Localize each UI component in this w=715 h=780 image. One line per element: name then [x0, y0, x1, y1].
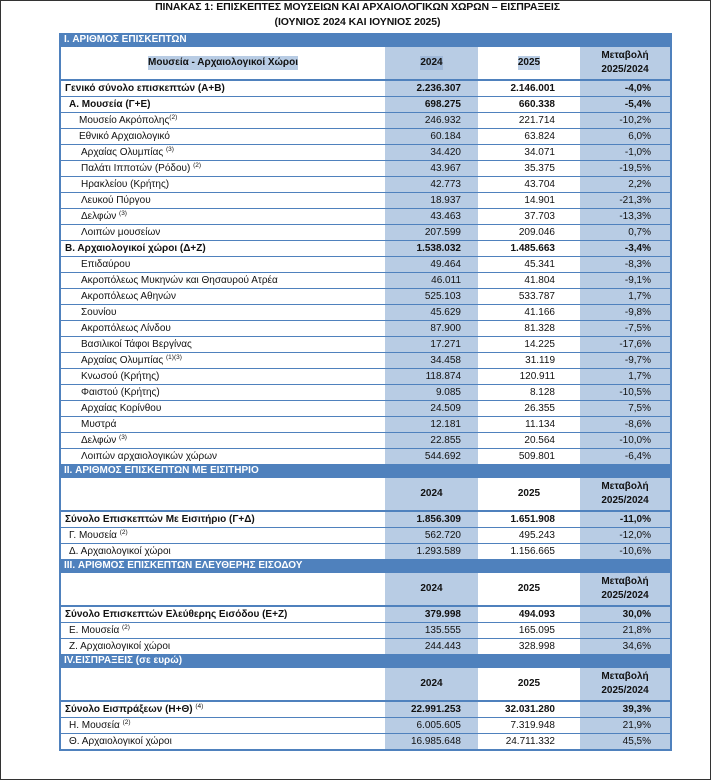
row-label: [61, 337, 385, 352]
column-header-2024-text: 2024: [420, 583, 443, 594]
value-2025: 45.341: [524, 259, 555, 270]
row-label: [61, 273, 385, 288]
value-2024: 22.855: [385, 433, 478, 448]
value-change: -8,3%: [580, 257, 670, 272]
row-label: [61, 81, 385, 96]
row-label: [61, 623, 385, 638]
value-2024: 18.937: [385, 193, 478, 208]
value-2025: 2.146.001: [510, 83, 555, 94]
section-header: III. ΑΡΙΘΜΟΣ ΕΠΙΣΚΕΠΤΩΝ ΕΛΕΥΘΕΡΗΣ ΕΙΣΟΔΟΥ: [61, 559, 670, 573]
section-header: IV.ΕΙΣΠΡΑΞΕΙΣ (σε ευρώ): [61, 654, 670, 668]
table-row: [61, 96, 670, 112]
table-row: [61, 622, 670, 638]
value-2025: 165.095: [518, 625, 555, 636]
row-label: [61, 607, 385, 622]
table-row: [61, 543, 670, 559]
row-label: [61, 145, 385, 160]
column-header-2025: [478, 478, 580, 510]
row-label-text: Σύνολο Εισπράξεων (Η+Θ): [65, 704, 196, 715]
table-title: ΠΙΝΑΚΑΣ 1: ΕΠΙΣΚΕΠΤΕΣ ΜΟΥΣΕΙΩΝ ΚΑΙ ΑΡΧΑΙΟΛΟΓΙΚΩΝ ΧΩΡΩΝ – ΕΙΣΠΡΑΞΕΙΣ: [155, 1, 560, 13]
value-2024: 544.692: [385, 449, 478, 464]
row-label-text: Αρχαίας Ολυμπίας: [81, 355, 166, 366]
value-2024: 525.103: [385, 289, 478, 304]
value-2025: 1.485.663: [510, 243, 555, 254]
table-row: [61, 527, 670, 543]
value-change: -1,0%: [580, 145, 670, 160]
row-label-text: Ακροπόλεως Λίνδου: [81, 323, 171, 334]
column-header-2024-text: 2024: [420, 57, 443, 68]
value-change: -17,6%: [580, 337, 670, 352]
column-header-change-line2: 2025/2024: [601, 685, 649, 696]
table-row: [61, 733, 670, 749]
row-label: [61, 209, 385, 224]
column-header-change-line1: Μεταβολή: [601, 671, 649, 682]
value-2025: 31.119: [525, 355, 555, 366]
value-2025: 20.564: [524, 435, 555, 446]
row-label-text: Ζ. Αρχαιολογικοί χώροι: [69, 641, 171, 652]
table-row: [61, 192, 670, 208]
row-label-text: Ακροπόλεως Μυκηνών και Θησαυρού Ατρέα: [81, 275, 278, 286]
value-2025: 14.901: [524, 195, 555, 206]
value-2025: 11.134: [525, 419, 555, 430]
row-label-text: Φαιστού (Κρήτης): [81, 387, 160, 398]
value-2024: 2.236.307: [385, 81, 478, 96]
value-2024: 1.856.309: [385, 512, 478, 527]
value-2024: 1.538.032: [385, 241, 478, 256]
value-change: 1,7%: [580, 289, 670, 304]
value-2025: 34.071: [524, 147, 555, 158]
value-2025: 63.824: [524, 131, 555, 142]
column-header-change: [580, 47, 670, 79]
table-row: [61, 224, 670, 240]
table-row: [61, 717, 670, 733]
value-2024: 379.998: [385, 607, 478, 622]
section-header: II. ΑΡΙΘΜΟΣ ΕΠΙΣΚΕΠΤΩΝ ΜΕ ΕΙΣΙΤΗΡΙΟ: [61, 464, 670, 478]
row-label-text: Α. Μουσεία (Γ+Ε): [69, 99, 151, 110]
value-2025: 41.166: [524, 307, 555, 318]
value-2024: 43.463: [385, 209, 478, 224]
row-label: [61, 289, 385, 304]
column-header-2025-text: 2025: [517, 678, 541, 689]
value-change: -4,0%: [580, 81, 670, 96]
row-label-text: Η. Μουσεία: [69, 720, 123, 731]
row-label: [61, 177, 385, 192]
value-change: 6,0%: [580, 129, 670, 144]
row-label: [61, 257, 385, 272]
row-label-text: Σύνολο Επισκεπτών Ελεύθερης Εισόδου (Ε+Ζ): [65, 609, 288, 620]
column-header-2025-text: 2025: [517, 583, 541, 594]
row-label-text: Δελφών: [81, 211, 120, 222]
table-row: [61, 112, 670, 128]
value-change: 0,7%: [580, 225, 670, 240]
row-label: [61, 385, 385, 400]
value-2025: 1.156.665: [510, 546, 555, 557]
value-2024: 87.900: [385, 321, 478, 336]
value-change: -8,6%: [580, 417, 670, 432]
value-change: -21,3%: [580, 193, 670, 208]
table-row: [61, 160, 670, 176]
value-2025: 494.093: [518, 609, 555, 620]
column-header-label-text: Μουσεία - Αρχαιολογικοί Χώροι: [148, 57, 298, 68]
row-label: [61, 129, 385, 144]
value-2025: 8.128: [529, 387, 555, 398]
value-change: -5,4%: [580, 97, 670, 112]
column-header-2025: [478, 573, 580, 605]
value-change: 39,3%: [580, 702, 670, 717]
table-row: [61, 272, 670, 288]
value-2024: 43.967: [385, 161, 478, 176]
row-label-text: Δελφών: [81, 435, 120, 446]
row-label-text: Λοιπών μουσείων: [81, 227, 161, 238]
column-header-2025-text: 2025: [517, 57, 541, 68]
table-subtitle: (ΙΟΥΝΙΟΣ 2024 ΚΑΙ ΙΟΥΝΙΟΣ 2025): [274, 16, 441, 28]
column-header-2024: [385, 668, 478, 700]
footnote-ref: (2): [169, 114, 178, 121]
value-2024: 42.773: [385, 177, 478, 192]
value-2024: 17.271: [385, 337, 478, 352]
row-label-text: Γενικό σύνολο επισκεπτών (Α+Β): [65, 83, 225, 94]
column-header-2024: [385, 478, 478, 510]
footnote-ref: (2): [122, 719, 131, 726]
value-change: 45,5%: [580, 734, 670, 749]
row-label: [61, 718, 385, 733]
row-label: [61, 97, 385, 112]
column-header-row: [61, 47, 670, 79]
value-2024: 135.555: [385, 623, 478, 638]
section-header: I. ΑΡΙΘΜΟΣ ΕΠΙΣΚΕΠΤΩΝ: [61, 33, 670, 47]
row-label: [61, 353, 385, 368]
value-2025: 533.787: [518, 291, 555, 302]
column-header-change-line1: Μεταβολή: [601, 50, 649, 61]
table-row: [61, 79, 670, 96]
row-label: [61, 702, 385, 717]
row-label-text: Παλάτι Ιπποτών (Ρόδου): [81, 163, 194, 174]
value-change: 1,7%: [580, 369, 670, 384]
row-label: [61, 113, 385, 128]
table-row: [61, 432, 670, 448]
row-label: [61, 639, 385, 654]
table-row: [61, 304, 670, 320]
value-2025: 37.703: [524, 211, 555, 222]
row-label-text: Αρχαίας Ολυμπίας: [81, 147, 166, 158]
value-2025: 41.804: [524, 275, 555, 286]
value-2025: 35.375: [524, 163, 555, 174]
column-header-2024: [385, 573, 478, 605]
table-row: [61, 448, 670, 464]
row-label-text: Θ. Αρχαιολογικοί χώροι: [69, 736, 172, 747]
table-row: [61, 416, 670, 432]
value-2024: 46.011: [385, 273, 478, 288]
row-label-text: Σουνίου: [81, 307, 117, 318]
value-change: -7,5%: [580, 321, 670, 336]
statistics-table: [59, 33, 672, 751]
row-label-text: Λοιπών αρχαιολογικών χώρων: [81, 451, 218, 462]
value-2024: 9.085: [385, 385, 478, 400]
footnote-ref: (2): [119, 529, 128, 536]
row-label-text: Β. Αρχαιολογικοί χώροι (Δ+Ζ): [65, 243, 206, 254]
column-header-2024-text: 2024: [420, 678, 443, 689]
table-row: [61, 256, 670, 272]
value-2024: 22.991.253: [385, 702, 478, 717]
table-row: [61, 336, 670, 352]
value-change: 34,6%: [580, 639, 670, 654]
value-2025: 7.319.948: [510, 720, 555, 731]
value-2024: 16.985.648: [385, 734, 478, 749]
column-header-change-line2: 2025/2024: [601, 590, 649, 601]
value-2024: 207.599: [385, 225, 478, 240]
row-label: [61, 528, 385, 543]
footnote-ref: (2): [122, 624, 130, 631]
row-label: [61, 225, 385, 240]
value-change: 21,9%: [580, 718, 670, 733]
value-2025: 660.338: [518, 99, 555, 110]
row-label-text: Ε. Μουσεία: [69, 625, 122, 636]
column-header-2025: [478, 47, 580, 79]
value-2025: 120.911: [519, 371, 555, 382]
row-label: [61, 241, 385, 256]
column-header-2024-text: 2024: [420, 488, 443, 499]
row-label: [61, 449, 385, 464]
value-2025: 81.328: [524, 323, 555, 334]
value-2025: 1.651.908: [510, 514, 555, 525]
table-row: [61, 384, 670, 400]
row-label-text: Μυστρά: [81, 419, 117, 430]
row-label-text: Εθνικό Αρχαιολογικό: [79, 131, 170, 142]
value-change: 2,2%: [580, 177, 670, 192]
column-header-change-line2: 2025/2024: [601, 495, 649, 506]
value-2024: 34.458: [385, 353, 478, 368]
value-change: -12,0%: [580, 528, 670, 543]
footnote-ref: (4): [195, 703, 204, 710]
value-2024: 1.293.589: [385, 544, 478, 559]
value-2024: 49.464: [385, 257, 478, 272]
column-header-2025-text: 2025: [517, 488, 541, 499]
value-change: 21,8%: [580, 623, 670, 638]
column-header-change-line2: 2025/2024: [601, 64, 649, 75]
row-label-text: Βασιλικοί Τάφοι Βεργίνας: [81, 339, 192, 350]
value-2024: 562.720: [385, 528, 478, 543]
column-header-change: [580, 478, 670, 510]
column-header-label: [61, 478, 385, 510]
value-2024: 244.443: [385, 639, 478, 654]
value-2025: 43.704: [524, 179, 555, 190]
value-2025: 24.711.332: [505, 736, 555, 747]
row-label: [61, 512, 385, 527]
footnote-ref: (3): [119, 434, 127, 441]
column-header-2024: [385, 47, 478, 79]
value-change: -10,0%: [580, 433, 670, 448]
table-row: [61, 240, 670, 256]
row-label: [61, 417, 385, 432]
table-row: [61, 700, 670, 717]
row-label: [61, 305, 385, 320]
row-label: [61, 734, 385, 749]
value-2024: 24.509: [385, 401, 478, 416]
value-2024: 118.874: [385, 369, 478, 384]
row-label-text: Κνωσού (Κρήτης): [81, 371, 160, 382]
row-label-text: Δ. Αρχαιολογικοί χώροι: [69, 546, 171, 557]
table-row: [61, 605, 670, 622]
table-row: [61, 128, 670, 144]
value-2024: 45.629: [385, 305, 478, 320]
table-row: [61, 320, 670, 336]
column-header-2025: [478, 668, 580, 700]
value-2024: 6.005.605: [385, 718, 478, 733]
value-change: -9,7%: [580, 353, 670, 368]
row-label: [61, 401, 385, 416]
table-row: [61, 144, 670, 160]
column-header-row: [61, 573, 670, 605]
column-header-change-line1: Μεταβολή: [601, 576, 649, 587]
footnote-ref: (2): [193, 162, 202, 169]
footnote-ref: (1)(3): [166, 354, 182, 361]
row-label-text: Γ. Μουσεία: [69, 530, 120, 541]
table-row: [61, 352, 670, 368]
table-row: [61, 176, 670, 192]
column-header-label: [61, 573, 385, 605]
value-change: -6,4%: [580, 449, 670, 464]
row-label-text: Επιδαύρου: [81, 259, 131, 270]
value-change: 7,5%: [580, 401, 670, 416]
value-change: -3,4%: [580, 241, 670, 256]
value-2024: 34.420: [385, 145, 478, 160]
column-header-row: [61, 668, 670, 700]
column-header-change: [580, 668, 670, 700]
value-2025: 509.801: [518, 451, 555, 462]
row-label: [61, 433, 385, 448]
value-2025: 221.714: [518, 115, 555, 126]
value-2024: 698.275: [385, 97, 478, 112]
table-row: [61, 368, 670, 384]
row-label-text: Αρχαίας Κορίνθου: [81, 403, 162, 414]
row-label: [61, 161, 385, 176]
row-label-text: Ηρακλείου (Κρήτης): [81, 179, 170, 190]
row-label-text: Ακροπόλεως Αθηνών: [81, 291, 176, 302]
table-row: [61, 510, 670, 527]
table-row: [61, 208, 670, 224]
column-header-change-line1: Μεταβολή: [601, 481, 649, 492]
column-header-row: [61, 478, 670, 510]
value-2025: 328.998: [518, 641, 555, 652]
value-change: -10,2%: [580, 113, 670, 128]
value-2025: 495.243: [518, 530, 555, 541]
value-change: 30,0%: [580, 607, 670, 622]
table-row: [61, 400, 670, 416]
column-header-change: [580, 573, 670, 605]
value-change: -11,0%: [580, 512, 670, 527]
row-label: [61, 544, 385, 559]
column-header-label: [61, 668, 385, 700]
value-change: -10,6%: [580, 544, 670, 559]
value-change: -19,5%: [580, 161, 670, 176]
value-change: -9,8%: [580, 305, 670, 320]
value-2024: 60.184: [385, 129, 478, 144]
value-change: -9,1%: [580, 273, 670, 288]
row-label: [61, 321, 385, 336]
value-change: -13,3%: [580, 209, 670, 224]
row-label: [61, 193, 385, 208]
value-2025: 209.046: [518, 227, 555, 238]
value-2024: 12.181: [385, 417, 478, 432]
value-2025: 26.355: [524, 403, 555, 414]
footnote-ref: (3): [166, 146, 174, 153]
value-2025: 14.225: [524, 339, 555, 350]
row-label: [61, 369, 385, 384]
value-2025: 32.031.280: [504, 704, 555, 715]
table-row: [61, 638, 670, 654]
table-row: [61, 288, 670, 304]
value-2024: 246.932: [385, 113, 478, 128]
value-change: -10,5%: [580, 385, 670, 400]
column-header-label: [61, 47, 385, 79]
row-label-text: Λευκού Πύργου: [81, 195, 151, 206]
row-label-text: Σύνολο Επισκεπτών Με Εισιτήριο (Γ+Δ): [65, 514, 255, 525]
footnote-ref: (3): [119, 210, 127, 217]
row-label-text: Μουσείο Ακρόπολης: [79, 115, 170, 126]
